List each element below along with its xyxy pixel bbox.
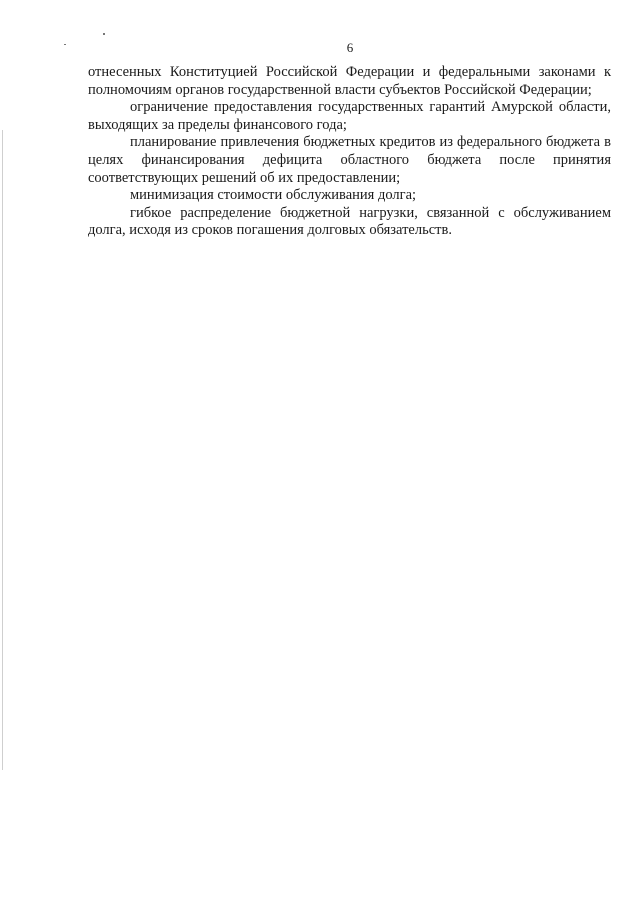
scan-margin-line bbox=[2, 130, 3, 770]
paragraph-budget-credits: планирование привлечения бюджетных кредитов из федерального бюджета в целях финансирования дефицита областного бюджета после принятия соответствующих решений об их предоставлении; bbox=[88, 134, 611, 186]
paragraph-debt-cost: минимизация стоимости обслуживания долга; bbox=[130, 187, 417, 204]
scan-speck bbox=[103, 33, 105, 35]
document-body bbox=[88, 64, 611, 240]
paragraph-budget-load: гибкое распределение бюджетной нагрузки, связанной с обслуживанием долга, исходя из сроков погашения долговых обязательств. bbox=[88, 204, 611, 239]
page-number: 6 bbox=[346, 40, 354, 55]
paragraph-state-guarantees: ограничение предоставления государственных гарантий Амурской области, выходящих за пределы финансового года; bbox=[88, 99, 611, 133]
paragraph-continuation: отнесенных Конституцией Российской Федерации и федеральными законами к полномочиям органов государственной власти субъектов Российской Федерации; bbox=[88, 64, 611, 98]
